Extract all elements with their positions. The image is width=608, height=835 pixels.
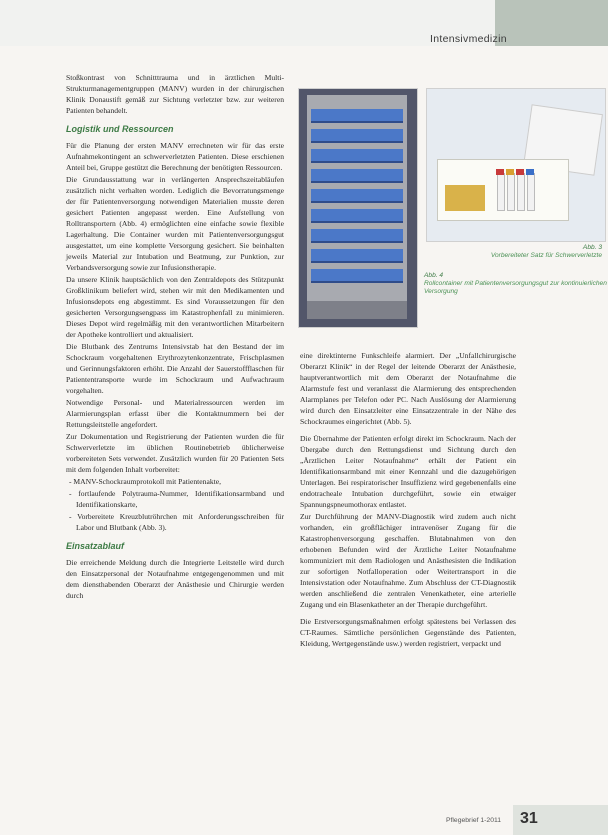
paragraph: Die Blutbank des Zentrums Intensivstab hat den Bestand der im Schockraum vorgehaltenen Erythrozytenkonzentrate, Frischplasmen und Gerinnungsfaktoren erhöht. Die Anzahl der Sauerstoffflaschen für Patiententransporte wurde im Schockraum und Aufwachraum vorgehalten.: [66, 342, 284, 395]
figure-caption: [424, 272, 608, 296]
header-band: [0, 0, 608, 46]
page-number: 31: [520, 810, 538, 827]
header-band-accent: [495, 0, 608, 46]
kit-tube: [527, 173, 535, 211]
figure-number: Abb. 3: [582, 244, 602, 251]
cabinet-drawer: [311, 249, 403, 263]
cabinet-drawer: [311, 129, 403, 143]
kit-photo: [426, 88, 606, 242]
figure-caption-text: Vorbereiteter Satz für Schwerverletzte: [490, 252, 602, 259]
paragraph: Zur Durchführung der MANV-Diagnostik wird zudem auch nicht vorhanden, ein großflächiger intravenöser Zugang für die Katastrophenversorgung geschaffen. Blutabnahmen von den erhobenen Befunden wird der Ärztliche Leiter Notaufnahme kommuniziert mit dem Radiologen und Anästhesisten die Indikation zur sofortigen Notfalloperation oder Weitertransport in die Intensivstation oder Notaufnahme. Zum Abschluss der CT-Diagnostik werden anschließend die zentralen Venenkatheter, eine arterielle Zugang und ein Blasenkatheter an der Therapie durchgeführt.: [300, 512, 516, 609]
paragraph: Stoßkontrast von Schnitttrauma und in ärztlichen Multi-Strukturmanagementgruppen (MANV) wurden in der chirurgischen Klinik Donaustift gemäß zur Sichtung verletzter bzw. zur weiteren Patienten behandelt.: [66, 73, 284, 115]
section-heading: Einsatzablauf: [66, 541, 125, 551]
figure-number: Abb. 4: [424, 272, 444, 279]
section-label: Intensivmedizin: [430, 33, 507, 45]
kit-tube-cap: [516, 169, 524, 175]
paragraph: Zur Dokumentation und Registrierung der Patienten wurden die für Schwerverletzte im üblichen Routinebetrieb üblicherweise vorbereiteten Sets verwendet. Zusätzlich wurden für 20 Patienten Sets mit dem folgenden Inhalt vorbereitet:: [66, 432, 284, 474]
list-item: - Vorbereitete Kreuzblutröhrchen mit Anforderungsschreiben für Labor und Blutbank (Abb. 3).: [69, 512, 284, 532]
paragraph: Die Grundausstattung war in verlängerten Ansprechszeitabläufen zusätzlich nicht verhalten worden. Lediglich die Bevorratungsmenge der für Patientenversorgung notwendigen Materialien musste deren gesichert Patienten angepasst werden. Eine Aufstellung von Rolltransportern (Abb. 4) ermöglichten eine einfache sowie flexible Lagerhaltung. Die Container wurden mit Patientenversorgungsgut ausgestattet, um eine komplette Versorgung gesichert. Sie beinhalten jeweils Material zur Intubation und Beatmung, zur Punktion, zur Verbandsversorgung sowie zur Infusionstherapie.: [66, 175, 284, 272]
list-item: - MANV-Schockraumprotokoll mit Patientenakte,: [69, 477, 221, 486]
kit-card: [445, 185, 485, 211]
kit-tube-cap: [506, 169, 514, 175]
cabinet-drawer: [311, 149, 403, 163]
kit-tube-cap: [496, 169, 504, 175]
kit-tube: [497, 173, 505, 211]
cabinet-drawer: [311, 109, 403, 123]
magazine-name: Pflegebrief 1-2011: [446, 817, 502, 824]
cabinet-photo: [298, 88, 418, 328]
paragraph: Notwendige Personal- und Materialressourcen werden im Alarmierungsplan erfasst über die Kontaktnummern bei der Rettungsleitstelle angefordert.: [66, 398, 284, 429]
cabinet-drawer: [311, 189, 403, 203]
header-band-left: [0, 0, 495, 46]
paragraph: eine direktinterne Funkschleife alarmiert. Der „Unfallchirurgische Oberarzt Klinik“ in der Regel der leitende Oberarzt der Anästhesie, hauptverantwortlich mit dem Oberarzt der Notaufnahme die Alarmstufe fest und veranlasst die Alarmierung des entsprechenden Alarmplanes per Telefon oder PC. Nach Auslösung der Alarmierung wird durch den Einsatzleiter eine Einsatzzentrale in der Nähe des Schockraumes eingerichtet (Abb. 5).: [300, 351, 516, 426]
paragraph: Die Erstversorgungsmaßnahmen erfolgt spätestens bei Verlassen des CT-Raumes. Sämtliche persönlichen Gegenstände des Patienten, Kleidung, Wertgegenstände usw.) werden registriert, verpackt und: [300, 617, 516, 648]
kit-tube: [507, 173, 515, 211]
list-item: - fortlaufende Polytrauma-Nummer, Identifikationsarmband und Identifikationskarte,: [69, 489, 284, 509]
figure-caption-text: Rollcontainer mit Patientenversorgungsgut zur kontinuierlichen Versorgung: [424, 280, 607, 295]
paragraph: Da unsere Klinik hauptsächlich von den Zentraldepots des Stützpunkt Großklinikum beliefert wird, stehen wir mit den Medikamenten und Infusionsdepots eng abgestimmt. Es sind Voraussetzungen für den gesicherten Versorgungsengpass im Katastrophenfall zu minimieren. Dieses Depot wird regelmäßig mit den verantwortlichen Mitarbeitern der Apotheke kontrolliert und aktualisiert.: [66, 275, 284, 339]
cabinet-drawer: [311, 269, 403, 283]
kit-tube: [517, 173, 525, 211]
cabinet-drawer: [311, 169, 403, 183]
paragraph: Die Übernahme der Patienten erfolgt direkt im Schockraum. Nach der Übergabe durch den Rettungsdienst und Sichtung durch den „Ärztlichen Leiter Notaufnahme“ erhält der Patient ein Identifikationsarmband mit einer Kennzahl und die dazugehörigen Unterlagen. Bei respiratorischer Insuffizienz wird gegebenenfalls eine endotracheale Intubation durchgeführt, sowie ein etwaiger Spannungspneumothorax entlastet.: [300, 434, 516, 509]
cabinet-drawer: [311, 209, 403, 223]
section-heading: Logistik und Ressourcen: [66, 124, 174, 134]
kit-tube-cap: [526, 169, 534, 175]
cabinet-base: [307, 301, 407, 319]
cabinet-drawer: [311, 229, 403, 243]
right-column: [300, 350, 516, 650]
left-column: [66, 72, 284, 602]
figure-caption: [430, 244, 602, 260]
paragraph: Die erreichende Meldung durch die Integrierte Leitstelle wird durch den Einsatzpersonal der Notaufnahme entgegengenommen und mit dem diensthabenden Oberarzt der Anästhesie und Chirurgie werden durch: [66, 558, 284, 600]
paragraph: Für die Planung der ersten MANV errechneten wir für das erste Aufnahmekontingent an schwerverletzten Patienten. Diese erschienen Anteil bei, Gruppe gestützt die Berechnung der benötigten Ressourcen.: [66, 141, 284, 172]
